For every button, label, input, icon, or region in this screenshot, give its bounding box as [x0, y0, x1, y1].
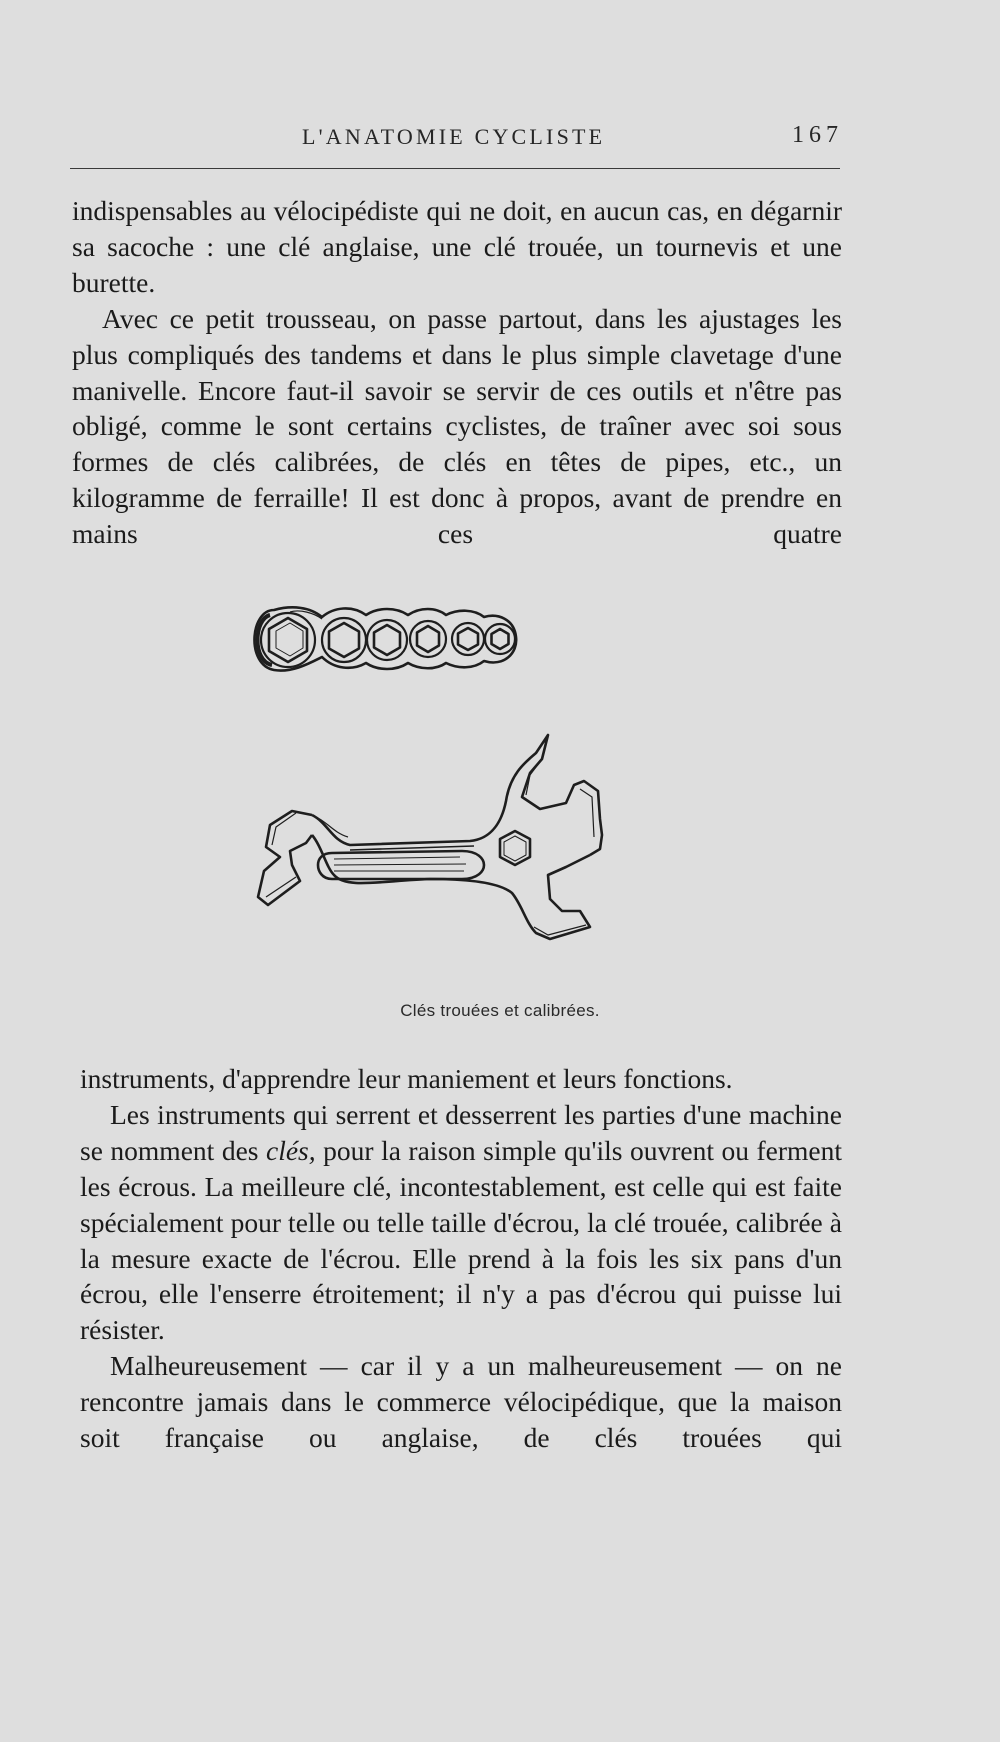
paragraph: [80, 1097, 842, 1348]
header-rule: [70, 168, 840, 169]
text-block-before-figure: [72, 193, 842, 552]
running-title: L'ANATOMIE CYCLISTE: [302, 124, 606, 149]
running-head: [0, 118, 1000, 158]
italic-term: clés,: [266, 1134, 316, 1166]
ring-wrench-drawing: [254, 607, 516, 670]
paragraph: Avec ce petit trousseau, on passe partout, dans les ajustages les plus compliqués des tandems et dans le plus simple clavetage d'une manivelle. Encore faut-il savoir se servir de ces outils et n'être pas obligé, comme le sont certains cyclistes, de traîner avec soi sous formes de clés calibrées, de clés en têtes de pipes, etc., un kilogramme de ferraille! Il est donc à propos, avant de prendre en mains ces quatre: [72, 302, 842, 550]
paragraph-text: pour la raison simple qu'ils ouvrent ou ferment les écrous. La meilleure clé, incontestablement, est celle qui est faite spécialement pour telle ou telle taille d'écrou, la clé trouée, calibrée à la mesure exacte de l'écrou. Elle prend à la fois les six pans d'un écrou, elle l'enserre étroitement; il n'y a pas d'écrou qui puisse lui résister.: [80, 1134, 842, 1346]
text-block-after-figure: [80, 1061, 842, 1456]
paragraph-text: Les instruments qui serrent et desserrent les parties d'une machine se nomment des: [80, 1098, 842, 1166]
paragraph: instruments, d'apprendre leur maniement et leurs fonctions.: [80, 1063, 733, 1094]
wrenches-illustration: [230, 575, 690, 1015]
page-number: 167: [792, 122, 843, 148]
figure-caption: Clés trouées et calibrées.: [400, 1001, 600, 1020]
paragraph: indispensables au vélocipédiste qui ne doit, en aucun cas, en dégarnir sa sacoche : une clé anglaise, une clé trouée, un tournevis et une burette.: [72, 195, 842, 298]
open-wrench-drawing: [258, 735, 602, 939]
paragraph: Malheureusement — car il y a un malheureusement — on ne rencontre jamais dans le commerce vélocipédique, que la maison soit française ou anglaise, de clés trouées qui: [80, 1350, 842, 1454]
